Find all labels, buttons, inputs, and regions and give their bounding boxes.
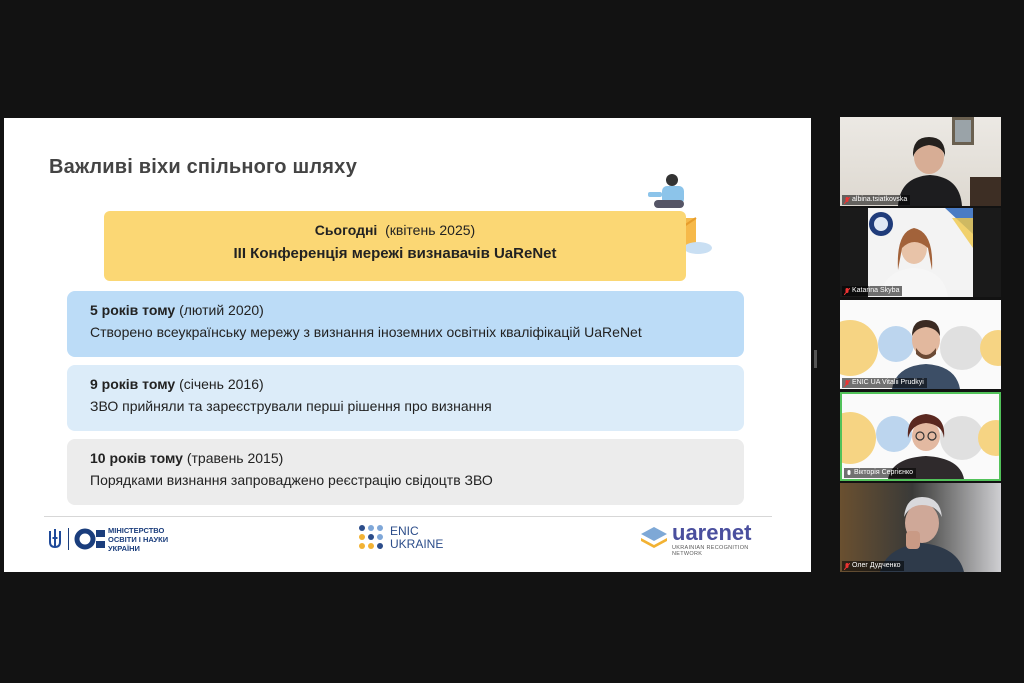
- milestone-date: (травень 2015): [186, 450, 284, 466]
- logo-separator: [68, 528, 69, 550]
- participant-video: [840, 208, 1001, 297]
- today-event: ІІІ Конференція мережі визнавачів UaReNet: [233, 245, 557, 262]
- participant-video: [840, 117, 1001, 206]
- milestone-date: (лютий 2020): [179, 302, 264, 318]
- today-label: Сьогодні: [314, 222, 378, 238]
- enic-line1: ENIC: [390, 524, 419, 538]
- milestone-date: (січень 2016): [179, 376, 264, 392]
- mic-muted-icon: [844, 288, 850, 295]
- mic-muted-icon: [844, 197, 850, 204]
- participant-tile-active-speaker[interactable]: [840, 392, 1001, 481]
- milestone-2015: [67, 439, 744, 505]
- milestone-text: Порядками визнання запроваджено реєстрацію свідоцтв ЗВО: [90, 472, 493, 488]
- milestone-text: ЗВО прийняли та зареєстрували перші рішення про визнання: [90, 398, 492, 414]
- footer-divider: [44, 516, 772, 517]
- uarenet-tagline: UKRAINIAN RECOGNITION NETWORK: [672, 545, 749, 557]
- milestone-2016: [67, 365, 744, 431]
- participant-name: Katarina Skyba: [852, 287, 900, 294]
- today-date: (квітень 2025): [385, 222, 476, 238]
- mon-emblem-icon: [74, 527, 106, 551]
- enic-line2: UKRAINE: [390, 537, 444, 551]
- participant-tile[interactable]: [840, 300, 1001, 389]
- participant-video: [840, 483, 1001, 572]
- gallery-splitter[interactable]: [814, 350, 817, 368]
- participant-name: ENIC UA Vitalii Prudkyi: [852, 379, 924, 386]
- participant-video: [840, 300, 1001, 389]
- uarenet-wordmark: uarenet: [672, 520, 752, 545]
- trident-icon: [48, 528, 62, 550]
- ministry-logo: [48, 522, 208, 556]
- participant-tile[interactable]: [840, 483, 1001, 572]
- today-milestone: [104, 211, 686, 281]
- layers-icon: [640, 525, 668, 551]
- milestone-text: Створено всеукраїнську мережу з визнання іноземних освітніх кваліфікацій UaReNet: [90, 324, 642, 340]
- slide-title: Важливі віхи спільного шляху: [49, 156, 358, 178]
- milestone-ago: 10 років тому: [90, 450, 183, 466]
- participant-name: Вікторія Сергієнко: [854, 469, 913, 476]
- milestone-ago: 9 років тому: [90, 376, 176, 392]
- participant-tile[interactable]: [840, 117, 1001, 206]
- ministry-name: МІНІСТЕРСТВО ОСВІТИ І НАУКИ УКРАЇНИ: [108, 526, 169, 553]
- enic-dots-icon: [358, 524, 386, 552]
- mic-muted-icon: [844, 563, 850, 570]
- milestone-ago: 5 років тому: [90, 302, 176, 318]
- participant-tile[interactable]: [840, 208, 1001, 297]
- enic-logo: [358, 521, 468, 555]
- mic-icon: [846, 470, 852, 477]
- mic-muted-icon: [844, 380, 850, 387]
- participant-name: Олег Дудченко: [852, 562, 901, 569]
- participant-video: [842, 394, 999, 479]
- participant-name: albina.tsiatkovska: [852, 196, 908, 203]
- milestone-2020: [67, 291, 744, 357]
- uarenet-logo: [640, 520, 780, 556]
- shared-slide: [4, 118, 811, 572]
